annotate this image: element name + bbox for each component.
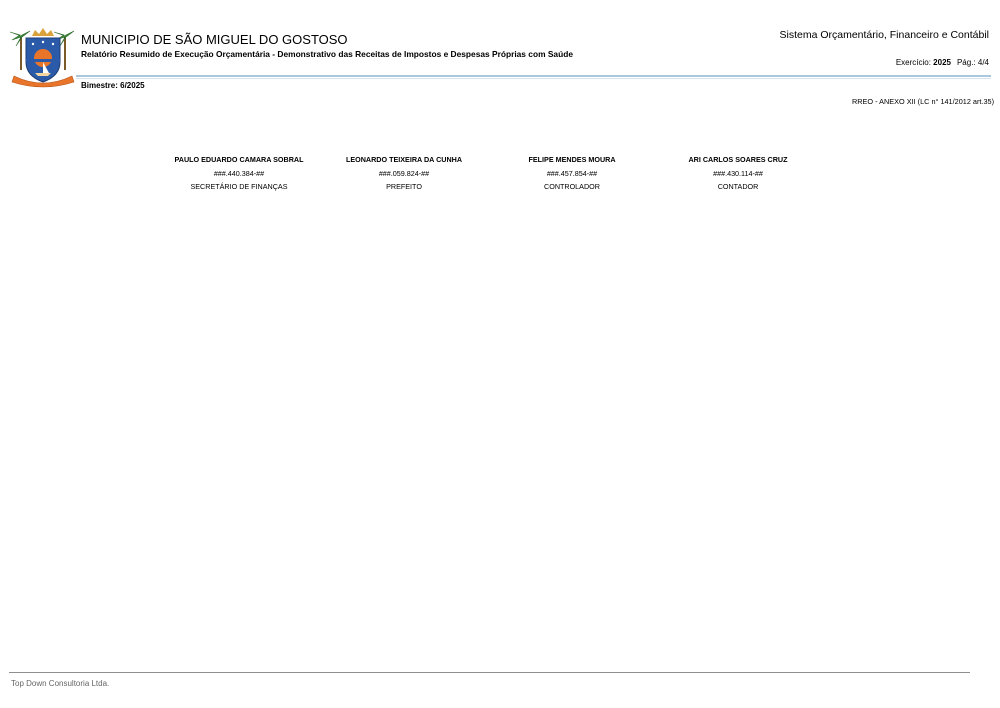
signatory-role: SECRETÁRIO DE FINANÇAS: [190, 182, 288, 191]
signature-block: [477, 153, 667, 194]
signatory-name: LEONARDO TEIXEIRA DA CUNHA: [345, 155, 463, 164]
signatory-role: CONTADOR: [717, 182, 759, 191]
signatory-role: PREFEITO: [386, 182, 422, 191]
footer-divider: [9, 672, 970, 673]
municipality-name: MUNICIPIO DE SÃO MIGUEL DO GOSTOSO: [81, 32, 348, 47]
signatory-id: ###.059.824-##: [378, 168, 430, 178]
signatory-name: PAULO EDUARDO CAMARA SOBRAL: [174, 155, 304, 164]
page-number: Pág.: 4/4: [956, 58, 989, 67]
signature-block: [144, 153, 334, 194]
municipal-coat-of-arms-logo: [8, 26, 78, 90]
signature-block: [643, 153, 833, 194]
signatory-name: FELIPE MENDES MOURA: [528, 155, 616, 164]
exercise-year: 2025: [933, 58, 951, 67]
system-name: Sistema Orçamentário, Financeiro e Contábil: [779, 29, 989, 41]
header-divider: [76, 75, 991, 77]
exercise-page-line: [896, 58, 989, 67]
signatory-name: ARI CARLOS SOARES CRUZ: [688, 155, 788, 164]
header-divider-secondary: [76, 78, 991, 79]
signature-block: [309, 153, 499, 194]
bimestre-label: Bimestre: 6/2025: [81, 81, 145, 90]
signatory-id: ###.430.114-##: [713, 168, 763, 178]
signatory-id: ###.440.384-##: [213, 168, 265, 178]
report-title: Relatório Resumido de Execução Orçamentária - Demonstrativo das Receitas de Impostos e Despesas Próprias com Saúde: [81, 49, 573, 59]
footer-company: Top Down Consultoria Ltda.: [11, 679, 110, 688]
signatory-role: CONTROLADOR: [544, 182, 600, 191]
annex-reference: RREO - ANEXO XII (LC n° 141/2012 art.35): [851, 97, 994, 106]
signatory-id: ###.457.854-##: [546, 168, 598, 178]
exercise-label: Exercício:: [895, 58, 931, 67]
